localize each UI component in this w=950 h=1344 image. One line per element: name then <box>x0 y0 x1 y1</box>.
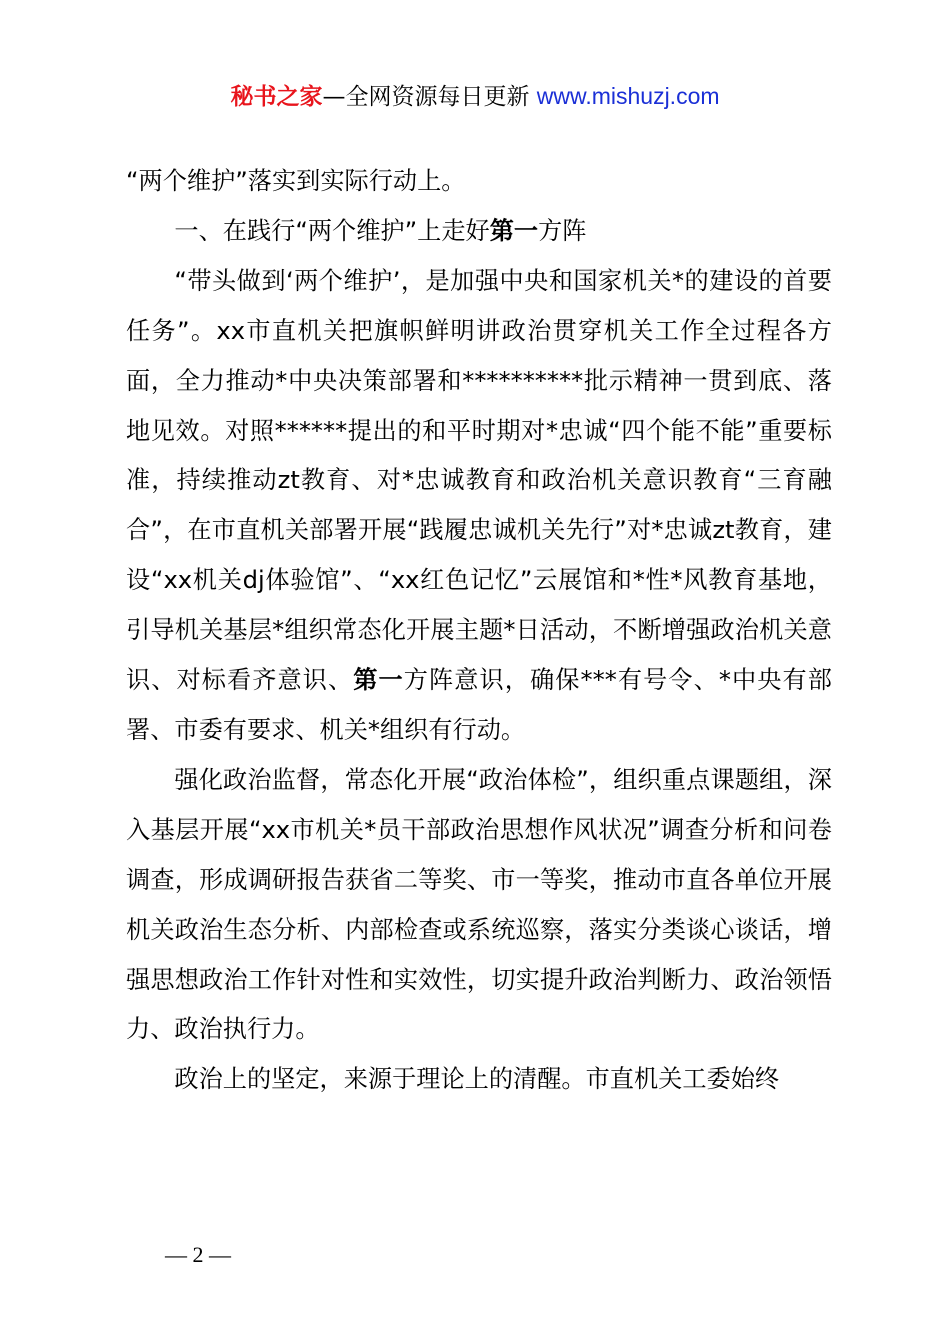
header-tagline: —全网资源每日更新 <box>322 84 530 110</box>
heading-text-before: 一、在践行“两个维护”上走好 <box>174 216 490 245</box>
page-number: — 2 — <box>165 1242 231 1267</box>
paragraph-text-before: “带头做到‘两个维护’，是加强中央和国家机关*的建设的首要任务”。xx市直机关把旗帜鲜明讲政治贯穿机关工作全过程各方面，全力推动*中央决策部署和**********批示精神一贯到底、落地见效。对照******提出的和平时期对*忠诚“四个能不能”重要标准，持续推动zt教育、对*忠诚教育和政治机关意识教育“三育融合”，在市直机关部署开展“践履忠诚机关先行”对*忠诚zt教育，建设“xx机关dj体验馆”、“xx红色记忆”云展馆和*性*风教育基地，引导机关基层*组织常态化开展主题*日活动，不断增强政治机关意识、对标看齐意识、 <box>126 266 832 695</box>
paragraph-text: 政治上的坚定，来源于理论上的清醒。市直机关工委始终 <box>174 1065 780 1094</box>
heading-text-after: 方阵 <box>538 216 587 245</box>
paragraph-political-supervision <box>126 756 832 1055</box>
section-heading <box>126 207 832 257</box>
document-body <box>126 157 832 1105</box>
brand-name: 秘书之家 <box>230 84 323 110</box>
site-header-banner <box>0 80 950 113</box>
paragraph-theory <box>126 1055 832 1105</box>
paragraph-political-loyalty <box>126 257 832 756</box>
paragraph-text-after: 方阵意识，确保***有号令、*中央有部署、市委有要求、机关*组织有行动。 <box>126 666 832 744</box>
heading-text-bold: 第一 <box>489 216 539 245</box>
paragraph-text: “两个维护”落实到实际行动上。 <box>126 167 466 195</box>
paragraph-continuation <box>126 157 832 207</box>
paragraph-text: 强化政治监督，常态化开展“政治体检”，组织重点课题组，深入基层开展“xx市机关*员干部政治思想作风状况”调查分析和问卷调查，形成调研报告获省二等奖、市一等奖，推动市直各单位开展机关政治生态分析、内部检查或系统巡察，落实分类谈心谈话，增强思想政治工作针对性和实效性，切实提升政治判断力、政治领悟力、政治执行力。 <box>126 765 832 1044</box>
paragraph-text-bold: 第一 <box>353 666 404 695</box>
site-url-link[interactable]: www.mishuzj.com <box>536 83 720 109</box>
